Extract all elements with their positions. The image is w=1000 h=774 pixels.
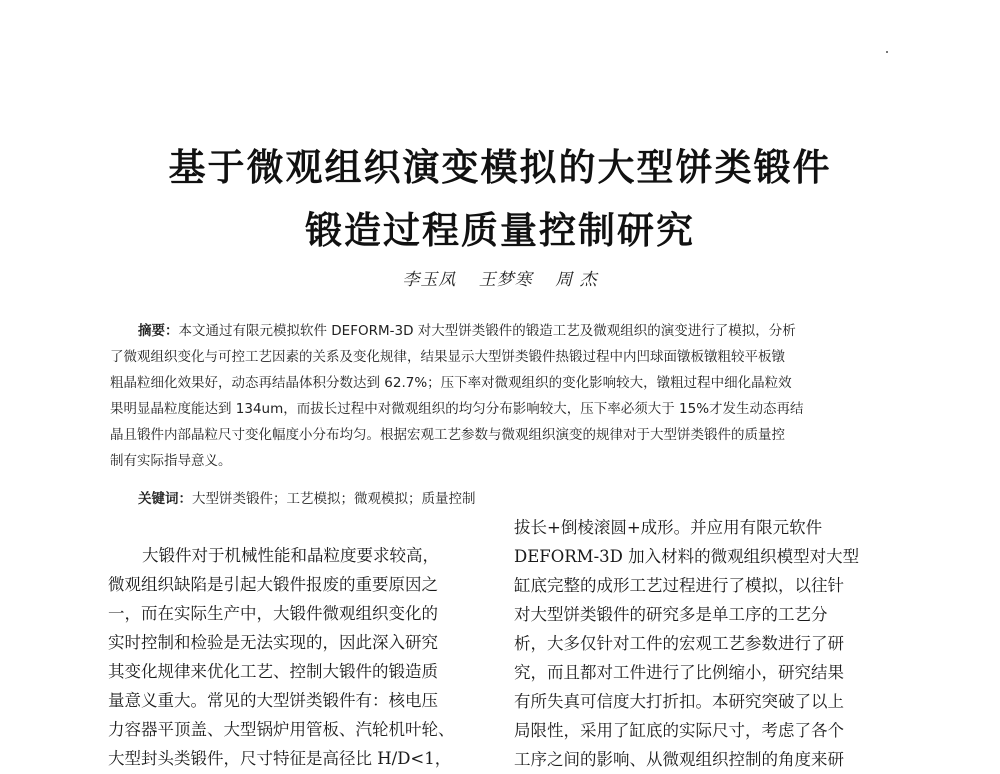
body-line: 微观组织缺陷是引起大锻件报废的重要原因之 [108, 575, 438, 594]
body-line: 对大型饼类锻件的研究多是单工序的工艺分 [514, 605, 828, 624]
paper-title-line-1: 基于微观组织演变模拟的大型饼类锻件 [168, 146, 832, 189]
abstract [110, 318, 894, 474]
body-line: 其变化规律来优化工艺、控制大锻件的锻造质 [108, 662, 438, 681]
body-line: 力容器平顶盖、大型锅炉用管板、汽轮机叶轮、 [108, 720, 455, 739]
body-line: 工序之间的影响、从微观组织控制的角度来研 [514, 750, 844, 769]
keywords-label: 关键词： [138, 491, 192, 507]
author-list [0, 265, 1000, 290]
abstract-line: 制有实际指导意义。 [110, 453, 232, 469]
body-line: 拔长+倒棱滚圆+成形。并应用有限元软件 [514, 518, 823, 537]
body-line: 究，而且都对工件进行了比例缩小，研究结果 [514, 663, 844, 682]
body-line: DEFORM-3D 加入材料的微观组织模型对大型 [514, 547, 860, 566]
body-line: 实时控制和检验是无法实现的，因此深入研究 [108, 633, 438, 652]
body-line: 局限性，采用了缸底的实际尺寸，考虑了各个 [514, 721, 844, 740]
abstract-line: 晶且锻件内部晶粒尺寸变化幅度小分布均匀。根据宏观工艺参数与微观组织演变的规律对于大型饼类锻件的质量控 [110, 427, 785, 443]
body-line: 析，大多仅针对工件的宏观工艺参数进行了研 [514, 634, 844, 653]
abstract-label: 摘要： [138, 323, 179, 339]
author-name: 王梦寒 [478, 270, 533, 290]
abstract-line [110, 318, 894, 344]
abstract-text: 本文通过有限元模拟软件 DEFORM-3D 对大型饼类锻件的锻造工艺及微观组织的演变进行了模拟，分析 [178, 323, 796, 339]
body-column-right [514, 513, 894, 774]
body-line: 量意义重大。常见的大型饼类锻件有：核电压 [108, 691, 438, 710]
body-column-left [108, 541, 488, 773]
body-line: 一，而在实际生产中，大锻件微观组织变化的 [108, 604, 438, 623]
author-name: 周 杰 [555, 270, 598, 290]
scan-speck [886, 51, 888, 53]
author-name: 李玉凤 [402, 270, 457, 290]
paper-title-line-2: 锻造过程质量控制研究 [305, 209, 695, 252]
body-line: 有所失真可信度大打折扣。本研究突破了以上 [514, 692, 844, 711]
abstract-line: 果明显晶粒度能达到 134um，而拔长过程中对微观组织的均匀分布影响较大，压下率必须大于 15%才发生动态再结 [110, 401, 804, 417]
keywords-text: 大型饼类锻件；工艺模拟；微观模拟；质量控制 [192, 491, 476, 507]
body-line: 大锻件对于机械性能和晶粒度要求较高， [142, 546, 439, 565]
keywords [138, 487, 898, 511]
body-line: 缸底完整的成形工艺过程进行了模拟，以往针 [514, 576, 844, 595]
body-line: 大型封头类锻件，尺寸特征是高径比 H/D<1， [108, 749, 452, 768]
abstract-line: 了微观组织变化与可控工艺因素的关系及变化规律，结果显示大型饼类锻件热锻过程中内凹球面镦板镦粗较平板镦 [110, 349, 785, 365]
abstract-line: 粗晶粒细化效果好，动态再结晶体积分数达到 62.7%；压下率对微观组织的变化影响较大，镦粗过程中细化晶粒效 [110, 375, 792, 391]
